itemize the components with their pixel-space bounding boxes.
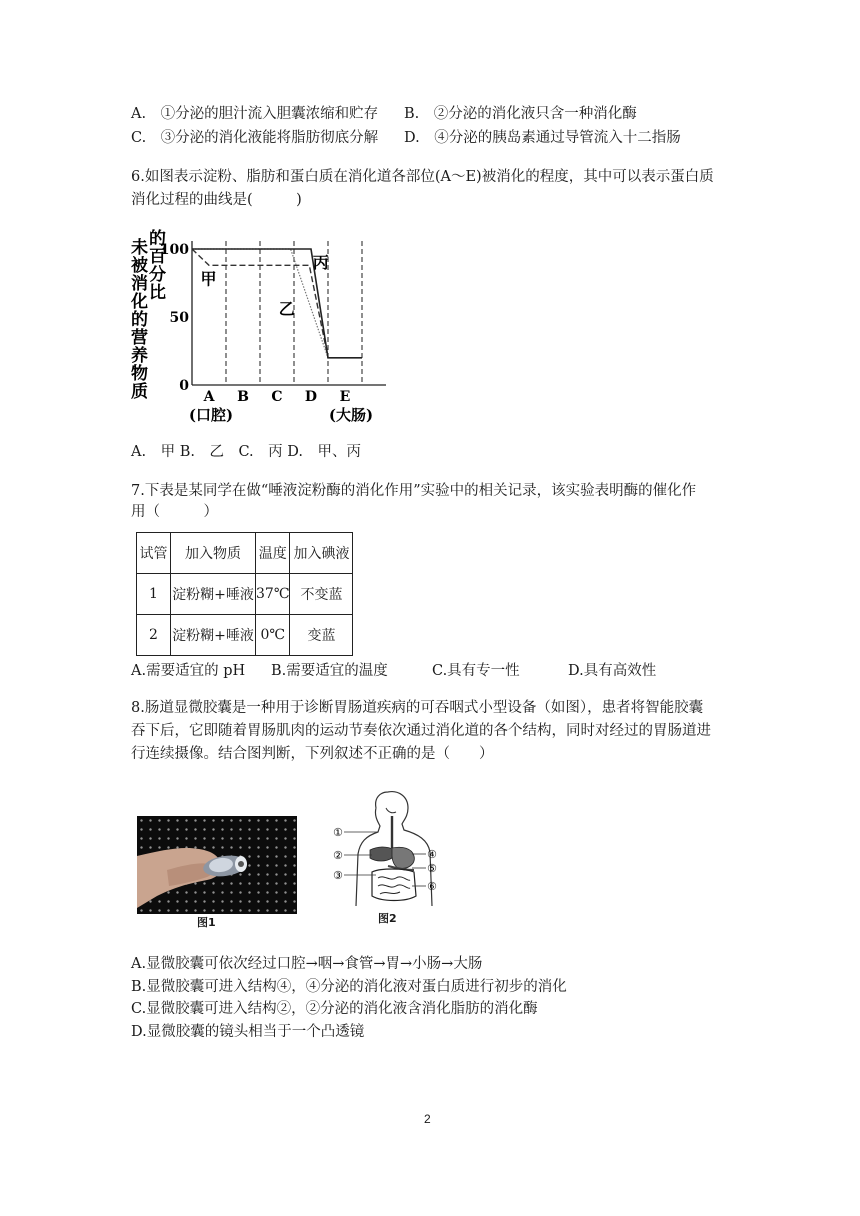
y-tick-label: 50 — [169, 310, 189, 326]
table-cell: 0℃ — [256, 615, 290, 656]
marker-6: ⑥ — [427, 880, 437, 893]
x-tick-label: E — [339, 389, 351, 405]
q7-option-b: B.需要适宜的温度 — [271, 663, 388, 679]
q5-option-c: C. ③分泌的消化液能将脂肪彻底分解 — [131, 130, 379, 146]
q6-stem-line1: 6.如图表示淀粉、脂肪和蛋白质在消化道各部位(A～E)被消化的程度，其中可以表示蛋白质 — [131, 169, 714, 185]
y-tick-label: 0 — [179, 378, 189, 394]
q6-options: A. 甲 B. 乙 C. 丙 D. 甲、丙 — [131, 444, 361, 460]
q5-option-b: B. ②分泌的消化液只含一种消化酶 — [404, 106, 637, 122]
q7-option-a: A.需要适宜的 pH — [131, 663, 246, 679]
table-row — [137, 574, 353, 615]
chart-x-ticks — [189, 389, 373, 424]
table-header-cell: 加入碘液 — [290, 533, 353, 574]
series-label: 甲 — [200, 269, 217, 289]
ylabel-char: 化 — [131, 292, 148, 312]
ylabel-char: 比 — [149, 283, 166, 303]
ylabel-char: 分 — [149, 265, 166, 285]
chart-series — [192, 249, 362, 358]
y-tick-label: 100 — [159, 242, 189, 258]
q8-option-c: C.显微胶囊可进入结构②，②分泌的消化液含消化脂肪的消化酶 — [131, 1001, 538, 1017]
ylabel-char: 的 — [131, 310, 148, 330]
q8-stem-line3: 行连续摄像。结合图判断，下列叙述不正确的是（ ） — [131, 746, 494, 762]
ylabel-char: 消 — [131, 274, 148, 294]
q7-option-d: D.具有高效性 — [568, 663, 657, 679]
table-cell: 37℃ — [256, 574, 290, 615]
series-line — [192, 249, 362, 358]
q8-option-b: B.显微胶囊可进入结构④，④分泌的消化液对蛋白质进行初步的消化 — [131, 979, 567, 995]
q7-stem-line1: 7.下表是某同学在做“唾液淀粉酶的消化作用”实验中的相关记录，该实验表明酶的催化作 — [131, 483, 697, 499]
table-header-row — [137, 533, 353, 574]
table-cell: 1 — [137, 574, 171, 615]
ylabel-char: 质 — [131, 382, 148, 402]
marker-2: ② — [333, 849, 343, 862]
x-tick-label: D — [304, 389, 318, 405]
fig1-caption: 图1 — [197, 916, 216, 929]
ylabel-char: 的 — [149, 229, 166, 249]
q8-option-d: D.显微胶囊的镜头相当于一个凸透镜 — [131, 1024, 365, 1040]
q5-option-d: D. ④分泌的胰岛素通过导管流入十二指肠 — [404, 130, 681, 146]
table-cell: 淀粉糊+唾液 — [171, 574, 256, 615]
capsule-photo — [137, 816, 297, 914]
marker-5: ⑤ — [427, 862, 437, 875]
x-tick-label: B — [237, 389, 249, 405]
marker-4: ④ — [427, 848, 437, 861]
digestive-system-diagram — [330, 786, 442, 916]
q7-record-table — [136, 532, 353, 656]
q8-stem-line2: 吞下后，它即随着胃肠肌肉的运动节奏依次通过消化道的各个结构，同时对经过的胃肠道进 — [131, 723, 711, 739]
table-cell: 不变蓝 — [290, 574, 353, 615]
x-tick-label: A — [203, 389, 215, 405]
q7-option-c: C.具有专一性 — [432, 663, 520, 679]
page-number: 2 — [424, 1112, 431, 1126]
q7-stem-line2: 用（ ） — [131, 504, 218, 520]
x-tick-label: C — [271, 389, 283, 405]
table-header-cell: 试管 — [137, 533, 171, 574]
q5-option-a: A. ①分泌的胆汁流入胆囊浓缩和贮存 — [131, 106, 379, 122]
table-cell: 淀粉糊+唾液 — [171, 615, 256, 656]
table-row — [137, 615, 353, 656]
q6-stem-line2: 消化过程的曲线是( ) — [131, 192, 302, 208]
fig2-caption: 图2 — [378, 912, 397, 925]
chart-series-labels — [201, 253, 329, 318]
q8-option-a: A.显微胶囊可依次经过口腔→咽→食管→胃→小肠→大肠 — [131, 956, 483, 972]
x-tick-note: (口腔) — [188, 406, 234, 424]
ylabel-char: 物 — [131, 364, 148, 384]
ylabel-char: 百 — [149, 247, 166, 267]
table-header-cell: 温度 — [256, 533, 290, 574]
ylabel-char: 养 — [131, 346, 148, 366]
series-label: 丙 — [312, 253, 329, 273]
table-cell: 变蓝 — [290, 615, 353, 656]
ylabel-char: 营 — [131, 328, 148, 348]
marker-3: ③ — [333, 869, 343, 882]
ylabel-char: 被 — [131, 256, 148, 276]
marker-1: ① — [333, 826, 343, 839]
q8-stem-line1: 8.肠道显微胶囊是一种用于诊断胃肠道疾病的可吞咽式小型设备（如图），患者将智能胶囊 — [131, 700, 704, 716]
table-cell: 2 — [137, 615, 171, 656]
series-label: 乙 — [278, 299, 295, 319]
table-header-cell: 加入物质 — [171, 533, 256, 574]
digestion-chart — [125, 222, 400, 427]
ylabel-char: 未 — [131, 238, 148, 258]
x-tick-note: (大肠) — [328, 406, 374, 424]
